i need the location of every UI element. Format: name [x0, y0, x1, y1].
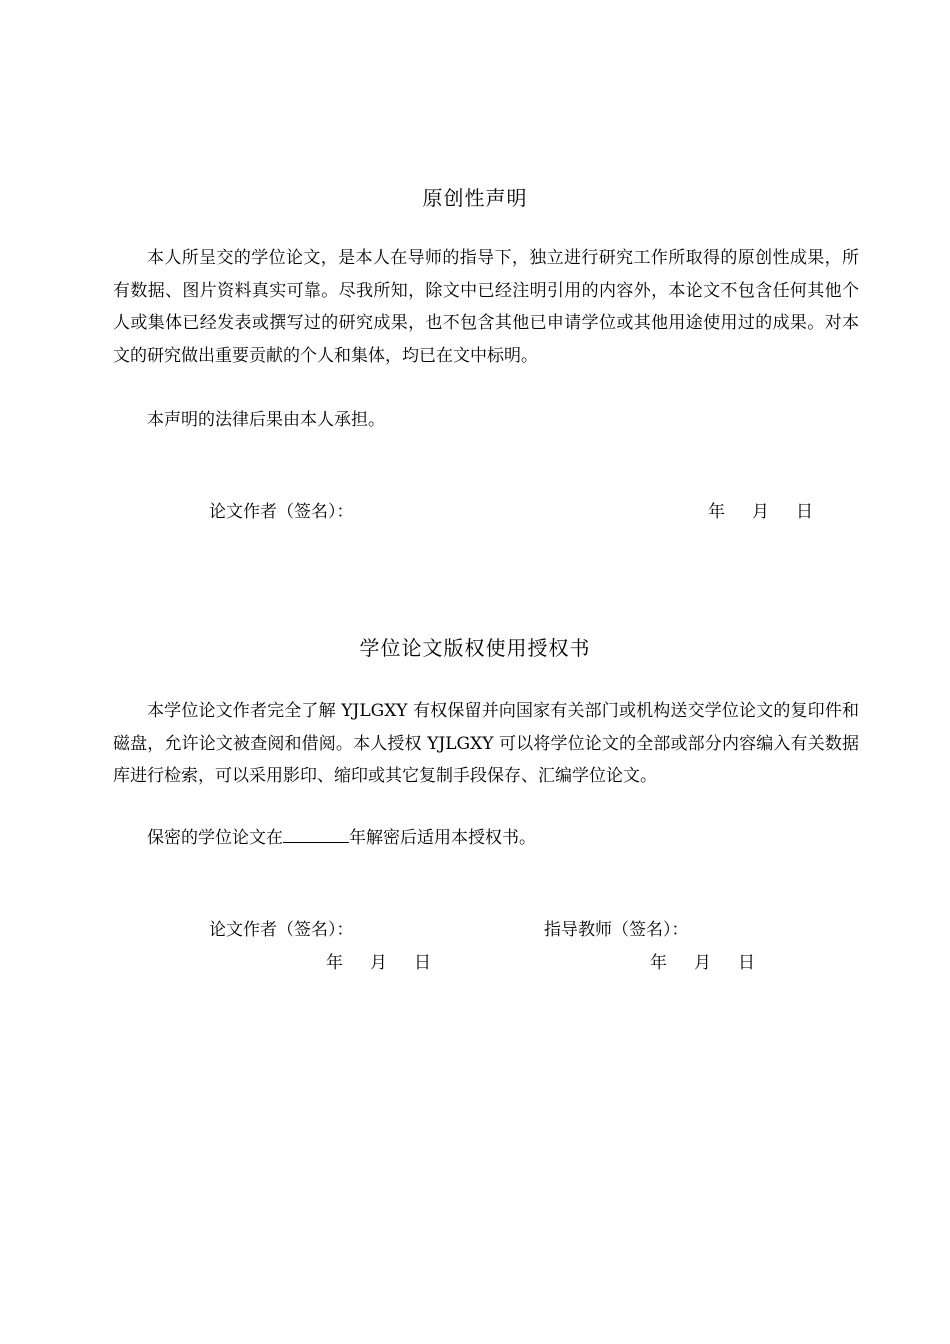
declaration-paragraph-1: 本人所呈交的学位论文，是本人在导师的指导下，独立进行研究工作所取得的原创性成果，所有数据、图片资料真实可靠。尽我所知，除文中已经注明引用的内容外，本论文不包含任何其他个人或集体已经发表或撰写过的研究成果，也不包含其他已申请学位或其他用途使用过的成果。对本文的研究做出重要贡献的个人和集体，均已在文中标明。	[113, 248, 859, 366]
authorization-title: 学位论文版权使用授权书	[359, 636, 591, 660]
authorization-paragraph-2	[113, 822, 859, 855]
confidential-text-after: 年解密后适用本授权书。	[349, 828, 536, 848]
authorization-author-date-label: 年 月 日	[326, 953, 432, 973]
declaration-date-label: 年 月 日	[708, 502, 814, 522]
authorization-advisor-signature-label: 指导教师（签名）：	[544, 920, 689, 940]
confidential-years-blank	[283, 826, 349, 843]
declaration-author-signature-label: 论文作者（签名）：	[209, 502, 354, 522]
authorization-advisor-date-label: 年 月 日	[650, 953, 756, 973]
declaration-title: 原创性声明	[422, 186, 528, 210]
authorization-author-signature-label: 论文作者（签名）：	[209, 920, 354, 940]
authorization-paragraph-1: 本学位论文作者完全了解 YJLGXY 有权保留并向国家有关部门或机构送交学位论文的复印件和磁盘，允许论文被查阅和借阅。本人授权 YJLGXY 可以将学位论文的全部或部分内容编入有关数据库进行检索，可以采用影印、缩印或其它复制手段保存、汇编学位论文。	[113, 701, 859, 786]
declaration-paragraph-2: 本声明的法律后果由本人承担。	[147, 410, 385, 430]
confidential-text-before: 保密的学位论文在	[147, 828, 283, 848]
